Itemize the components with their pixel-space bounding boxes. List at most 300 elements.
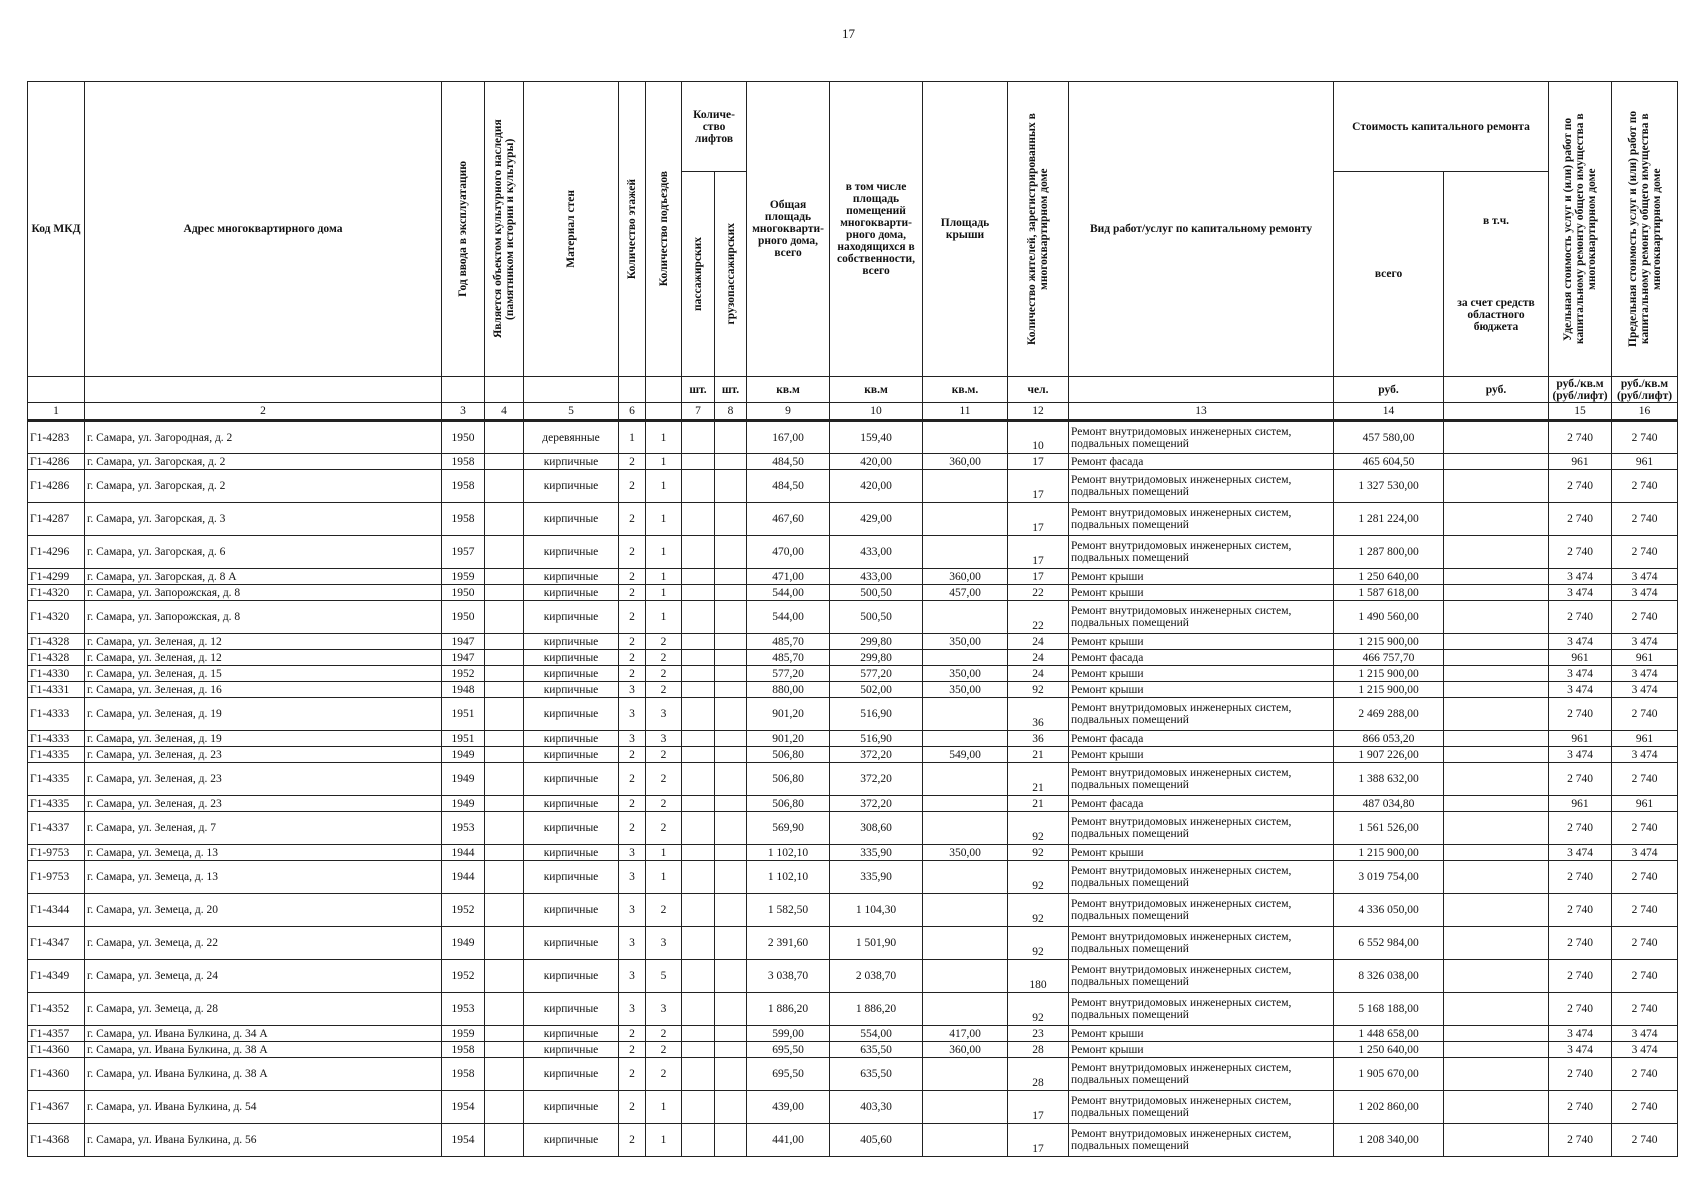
cell-entrances: 2 [646,812,682,845]
cell-year: 1947 [442,650,485,666]
cell-residents: 24 [1008,666,1069,682]
cell-address: г. Самара, ул. Зеленая, д. 12 [85,650,442,666]
cell-lifts-pass [682,927,715,960]
column-number: 3 [442,403,485,421]
table-row [28,698,1678,731]
cell-work-type: Ремонт крыши [1069,1026,1334,1042]
cell-work-type: Ремонт внутридомовых инженерных систем, подвальных помещений [1069,1058,1334,1091]
cell-limit-cost: 3 474 [1612,845,1678,861]
cell-floors: 2 [619,634,646,650]
cell-residents: 21 [1008,763,1069,796]
cell-lifts-cargo [715,503,747,536]
cell-area-owned: 500,50 [830,585,923,601]
cell-limit-cost: 2 740 [1612,470,1678,503]
table-row [28,812,1678,845]
cell-unit-cost: 2 740 [1549,1124,1612,1157]
cell-area-total: 599,00 [747,1026,830,1042]
cell-residents: 10 [1008,421,1069,454]
cell-heritage [485,698,524,731]
cell-cost-regional [1444,650,1549,666]
cell-roof-area [923,536,1008,569]
cell-floors: 3 [619,682,646,698]
cell-roof-area [923,503,1008,536]
cell-kod: Г1-4296 [28,536,85,569]
cell-heritage [485,569,524,585]
cell-address: г. Самара, ул. Загорская, д. 8 А [85,569,442,585]
cell-work-type: Ремонт крыши [1069,569,1334,585]
cell-work-type: Ремонт крыши [1069,585,1334,601]
cell-address: г. Самара, ул. Ивана Булкина, д. 54 [85,1091,442,1124]
cell-heritage [485,1042,524,1058]
cell-floors: 2 [619,569,646,585]
cell-area-total: 901,20 [747,731,830,747]
cell-year: 1959 [442,1026,485,1042]
cell-address: г. Самара, ул. Зеленая, д. 7 [85,812,442,845]
cell-heritage [485,585,524,601]
cell-lifts-pass [682,698,715,731]
cell-cost-regional [1444,698,1549,731]
unit-sqm: кв.м. [923,377,1008,403]
cell-cost-regional [1444,601,1549,634]
cell-unit-cost: 3 474 [1549,1042,1612,1058]
unit-empty [524,377,619,403]
cell-work-type: Ремонт крыши [1069,682,1334,698]
cell-address: г. Самара, ул. Запорожская, д. 8 [85,601,442,634]
cell-limit-cost: 2 740 [1612,1124,1678,1157]
cell-cost-regional [1444,747,1549,763]
cell-floors: 2 [619,454,646,470]
cell-floors: 3 [619,861,646,894]
cell-heritage [485,1026,524,1042]
cell-lifts-cargo [715,634,747,650]
cell-walls: кирпичные [524,1026,619,1042]
cell-area-owned: 372,20 [830,763,923,796]
cell-kod: Г1-4349 [28,960,85,993]
cell-residents: 92 [1008,993,1069,1026]
cell-address: г. Самара, ул. Зеленая, д. 19 [85,698,442,731]
cell-cost-regional [1444,682,1549,698]
table-row [28,747,1678,763]
cell-floors: 2 [619,1058,646,1091]
cell-walls: кирпичные [524,894,619,927]
cell-area-owned: 299,80 [830,634,923,650]
cell-work-type: Ремонт внутридомовых инженерных систем, подвальных помещений [1069,861,1334,894]
cell-lifts-pass [682,470,715,503]
cell-residents: 21 [1008,747,1069,763]
cell-floors: 3 [619,927,646,960]
cell-entrances: 1 [646,503,682,536]
cell-limit-cost: 961 [1612,650,1678,666]
cell-floors: 2 [619,1091,646,1124]
cell-area-total: 695,50 [747,1042,830,1058]
cell-roof-area: 457,00 [923,585,1008,601]
cell-cost-regional [1444,731,1549,747]
cell-walls: кирпичные [524,812,619,845]
cell-heritage [485,960,524,993]
cell-heritage [485,601,524,634]
cell-area-total: 695,50 [747,1058,830,1091]
cell-floors: 3 [619,698,646,731]
cell-floors: 2 [619,812,646,845]
cell-walls: кирпичные [524,682,619,698]
cell-cost-regional [1444,1058,1549,1091]
cell-unit-cost: 2 740 [1549,503,1612,536]
cell-entrances: 5 [646,960,682,993]
column-number [646,403,682,421]
cell-unit-cost: 2 740 [1549,927,1612,960]
cell-area-total: 484,50 [747,454,830,470]
cell-residents: 92 [1008,845,1069,861]
cell-year: 1958 [442,503,485,536]
cell-cost-total: 457 580,00 [1334,421,1444,454]
cell-address: г. Самара, ул. Земеца, д. 22 [85,927,442,960]
cell-floors: 3 [619,993,646,1026]
cell-area-total: 484,50 [747,470,830,503]
cell-unit-cost: 3 474 [1549,682,1612,698]
unit-rub: руб. [1334,377,1444,403]
cell-year: 1953 [442,812,485,845]
cell-unit-cost: 3 474 [1549,634,1612,650]
cell-lifts-pass [682,1042,715,1058]
table-row [28,454,1678,470]
cell-residents: 17 [1008,1091,1069,1124]
cell-cost-total: 487 034,80 [1334,796,1444,812]
cell-walls: кирпичные [524,796,619,812]
cell-heritage [485,650,524,666]
cell-lifts-cargo [715,993,747,1026]
cell-area-total: 439,00 [747,1091,830,1124]
table-row [28,960,1678,993]
cell-work-type: Ремонт фасада [1069,731,1334,747]
cell-cost-total: 1 327 530,00 [1334,470,1444,503]
cell-lifts-pass [682,454,715,470]
cell-heritage [485,682,524,698]
cell-heritage [485,796,524,812]
unit-empty [85,377,442,403]
cell-area-owned: 554,00 [830,1026,923,1042]
cell-heritage [485,763,524,796]
cell-area-owned: 372,20 [830,747,923,763]
cell-lifts-cargo [715,585,747,601]
cell-walls: кирпичные [524,993,619,1026]
cell-work-type: Ремонт внутридомовых инженерных систем, подвальных помещений [1069,927,1334,960]
cell-unit-cost: 2 740 [1549,421,1612,454]
header-walls: Материал стен [524,82,619,377]
cell-roof-area [923,650,1008,666]
cell-limit-cost: 2 740 [1612,812,1678,845]
cell-entrances: 1 [646,569,682,585]
cell-area-total: 467,60 [747,503,830,536]
cell-walls: деревянные [524,421,619,454]
cell-roof-area: 417,00 [923,1026,1008,1042]
cell-heritage [485,503,524,536]
cell-year: 1958 [442,470,485,503]
cell-roof-area [923,927,1008,960]
cell-floors: 2 [619,1026,646,1042]
cell-roof-area [923,1058,1008,1091]
table-body [28,421,1678,1157]
cell-year: 1949 [442,747,485,763]
column-number: 14 [1334,403,1444,421]
cell-heritage [485,1091,524,1124]
cell-area-total: 880,00 [747,682,830,698]
cell-roof-area [923,812,1008,845]
cell-address: г. Самара, ул. Земеца, д. 20 [85,894,442,927]
table-row [28,666,1678,682]
table-row [28,536,1678,569]
unit-people: чел. [1008,377,1069,403]
cell-kod: Г1-4320 [28,585,85,601]
cell-cost-total: 5 168 188,00 [1334,993,1444,1026]
cell-lifts-cargo [715,1124,747,1157]
unit-empty [646,377,682,403]
cell-cost-total: 1 215 900,00 [1334,682,1444,698]
cell-area-total: 2 391,60 [747,927,830,960]
cell-lifts-pass [682,585,715,601]
unit-empty [619,377,646,403]
cell-area-owned: 433,00 [830,536,923,569]
cell-floors: 2 [619,1042,646,1058]
cell-entrances: 2 [646,650,682,666]
cell-entrances: 2 [646,763,682,796]
cell-work-type: Ремонт фасада [1069,796,1334,812]
cell-walls: кирпичные [524,1058,619,1091]
cell-limit-cost: 3 474 [1612,585,1678,601]
cell-address: г. Самара, ул. Зеленая, д. 19 [85,731,442,747]
cell-area-owned: 420,00 [830,470,923,503]
cell-address: г. Самара, ул. Земеца, д. 24 [85,960,442,993]
cell-work-type: Ремонт крыши [1069,747,1334,763]
cell-address: г. Самара, ул. Запорожская, д. 8 [85,585,442,601]
cell-lifts-pass [682,894,715,927]
column-number: 10 [830,403,923,421]
cell-lifts-pass [682,763,715,796]
cell-area-owned: 335,90 [830,861,923,894]
cell-year: 1950 [442,601,485,634]
cell-kod: Г1-4283 [28,421,85,454]
column-number: 1 [28,403,85,421]
header-residents: Количество жителей, зарегистрированных в многоквартирном доме [1008,82,1069,377]
cell-work-type: Ремонт фасада [1069,454,1334,470]
cell-floors: 2 [619,503,646,536]
cell-residents: 92 [1008,927,1069,960]
cell-work-type: Ремонт внутридомовых инженерных систем, подвальных помещений [1069,812,1334,845]
cell-heritage [485,845,524,861]
cell-cost-regional [1444,569,1549,585]
cell-lifts-pass [682,993,715,1026]
cell-area-owned: 516,90 [830,731,923,747]
capital-repair-table [27,81,1678,1157]
cell-cost-total: 1 215 900,00 [1334,634,1444,650]
cell-area-owned: 502,00 [830,682,923,698]
cell-area-total: 441,00 [747,1124,830,1157]
cell-cost-regional [1444,421,1549,454]
cell-address: г. Самара, ул. Загорская, д. 2 [85,470,442,503]
cell-address: г. Самара, ул. Загорская, д. 6 [85,536,442,569]
cell-walls: кирпичные [524,536,619,569]
cell-limit-cost: 2 740 [1612,993,1678,1026]
cell-cost-regional [1444,1042,1549,1058]
cell-unit-cost: 3 474 [1549,569,1612,585]
cell-roof-area [923,763,1008,796]
cell-kod: Г1-4331 [28,682,85,698]
cell-floors: 3 [619,845,646,861]
cell-unit-cost: 961 [1549,454,1612,470]
table-row [28,845,1678,861]
cell-year: 1952 [442,960,485,993]
unit-rub-sqm: руб./кв.м (руб/лифт) [1549,377,1612,403]
cell-entrances: 3 [646,698,682,731]
cell-roof-area [923,421,1008,454]
cell-residents: 180 [1008,960,1069,993]
cell-unit-cost: 2 740 [1549,1091,1612,1124]
cell-lifts-cargo [715,747,747,763]
cell-heritage [485,454,524,470]
cell-lifts-cargo [715,1091,747,1124]
cell-cost-total: 4 336 050,00 [1334,894,1444,927]
cell-year: 1958 [442,1042,485,1058]
cell-walls: кирпичные [524,470,619,503]
cell-address: г. Самара, ул. Загорская, д. 3 [85,503,442,536]
cell-area-owned: 635,50 [830,1058,923,1091]
cell-entrances: 1 [646,1124,682,1157]
cell-address: г. Самара, ул. Ивана Булкина, д. 38 А [85,1058,442,1091]
unit-sqm: кв.м [747,377,830,403]
cell-walls: кирпичные [524,585,619,601]
cell-cost-regional [1444,1091,1549,1124]
cell-kod: Г1-4347 [28,927,85,960]
cell-unit-cost: 2 740 [1549,763,1612,796]
cell-unit-cost: 2 740 [1549,1058,1612,1091]
cell-lifts-cargo [715,421,747,454]
cell-area-owned: 159,40 [830,421,923,454]
cell-unit-cost: 2 740 [1549,993,1612,1026]
unit-empty [442,377,485,403]
cell-kod: Г1-9753 [28,861,85,894]
cell-year: 1950 [442,421,485,454]
cell-heritage [485,1124,524,1157]
cell-unit-cost: 2 740 [1549,812,1612,845]
cell-cost-regional [1444,960,1549,993]
cell-lifts-pass [682,601,715,634]
column-number: 11 [923,403,1008,421]
cell-kod: Г1-4333 [28,731,85,747]
cell-limit-cost: 3 474 [1612,682,1678,698]
cell-roof-area [923,993,1008,1026]
cell-floors: 2 [619,585,646,601]
cell-cost-total: 1 250 640,00 [1334,569,1444,585]
cell-heritage [485,894,524,927]
table-row [28,470,1678,503]
table-row [28,634,1678,650]
cell-unit-cost: 3 474 [1549,747,1612,763]
cell-cost-total: 866 053,20 [1334,731,1444,747]
cell-lifts-cargo [715,731,747,747]
cell-residents: 22 [1008,585,1069,601]
cell-cost-total: 1 448 658,00 [1334,1026,1444,1042]
cell-limit-cost: 961 [1612,454,1678,470]
cell-residents: 17 [1008,454,1069,470]
cell-cost-regional [1444,861,1549,894]
cell-cost-regional [1444,470,1549,503]
cell-residents: 24 [1008,634,1069,650]
cell-lifts-cargo [715,569,747,585]
cell-floors: 2 [619,1124,646,1157]
cell-heritage [485,747,524,763]
cell-address: г. Самара, ул. Земеца, д. 28 [85,993,442,1026]
cell-cost-total: 1 250 640,00 [1334,1042,1444,1058]
table-row [28,927,1678,960]
cell-residents: 92 [1008,894,1069,927]
cell-year: 1953 [442,993,485,1026]
unit-empty [28,377,85,403]
cell-heritage [485,861,524,894]
cell-roof-area: 350,00 [923,845,1008,861]
cell-cost-regional [1444,927,1549,960]
cell-residents: 17 [1008,503,1069,536]
cell-heritage [485,634,524,650]
column-number: 9 [747,403,830,421]
cell-floors: 2 [619,470,646,503]
cell-year: 1959 [442,569,485,585]
cell-floors: 2 [619,763,646,796]
cell-floors: 2 [619,601,646,634]
table-row [28,993,1678,1026]
cell-year: 1954 [442,1124,485,1157]
cell-unit-cost: 2 740 [1549,960,1612,993]
cell-entrances: 2 [646,1042,682,1058]
cell-area-total: 485,70 [747,634,830,650]
cell-cost-total: 1 388 632,00 [1334,763,1444,796]
cell-kod: Г1-4299 [28,569,85,585]
cell-residents: 36 [1008,698,1069,731]
cell-cost-total: 3 019 754,00 [1334,861,1444,894]
cell-walls: кирпичные [524,1124,619,1157]
cell-area-total: 577,20 [747,666,830,682]
table-row [28,421,1678,454]
cell-roof-area: 549,00 [923,747,1008,763]
cell-kod: Г1-4328 [28,634,85,650]
cell-entrances: 3 [646,927,682,960]
header-cost: Стоимость капитального ремонта [1334,82,1549,172]
header-limit-cost: Предельная стоимость услуг и (или) работ по капитальному ремонту общего имущества в многоквартирном доме [1612,82,1678,377]
cell-lifts-pass [682,1058,715,1091]
cell-floors: 3 [619,960,646,993]
cell-lifts-pass [682,731,715,747]
cell-floors: 3 [619,894,646,927]
cell-roof-area: 350,00 [923,634,1008,650]
header-cost-total: всего [1334,172,1444,377]
cell-address: г. Самара, ул. Зеленая, д. 12 [85,634,442,650]
header-lifts-pass: пассажирских [682,172,715,377]
cell-lifts-cargo [715,470,747,503]
cell-unit-cost: 3 474 [1549,666,1612,682]
cell-area-owned: 1 886,20 [830,993,923,1026]
cell-entrances: 1 [646,845,682,861]
cell-work-type: Ремонт крыши [1069,666,1334,682]
cell-entrances: 2 [646,894,682,927]
cell-kod: Г1-4335 [28,796,85,812]
cell-walls: кирпичные [524,731,619,747]
cell-walls: кирпичные [524,861,619,894]
cell-kod: Г1-4357 [28,1026,85,1042]
cell-heritage [485,1058,524,1091]
cell-address: г. Самара, ул. Загородная, д. 2 [85,421,442,454]
cell-lifts-cargo [715,960,747,993]
header-heritage: Является объектом культурного наследия (памятником истории и культуры) [485,82,524,377]
cell-cost-regional [1444,993,1549,1026]
cell-residents: 28 [1008,1042,1069,1058]
